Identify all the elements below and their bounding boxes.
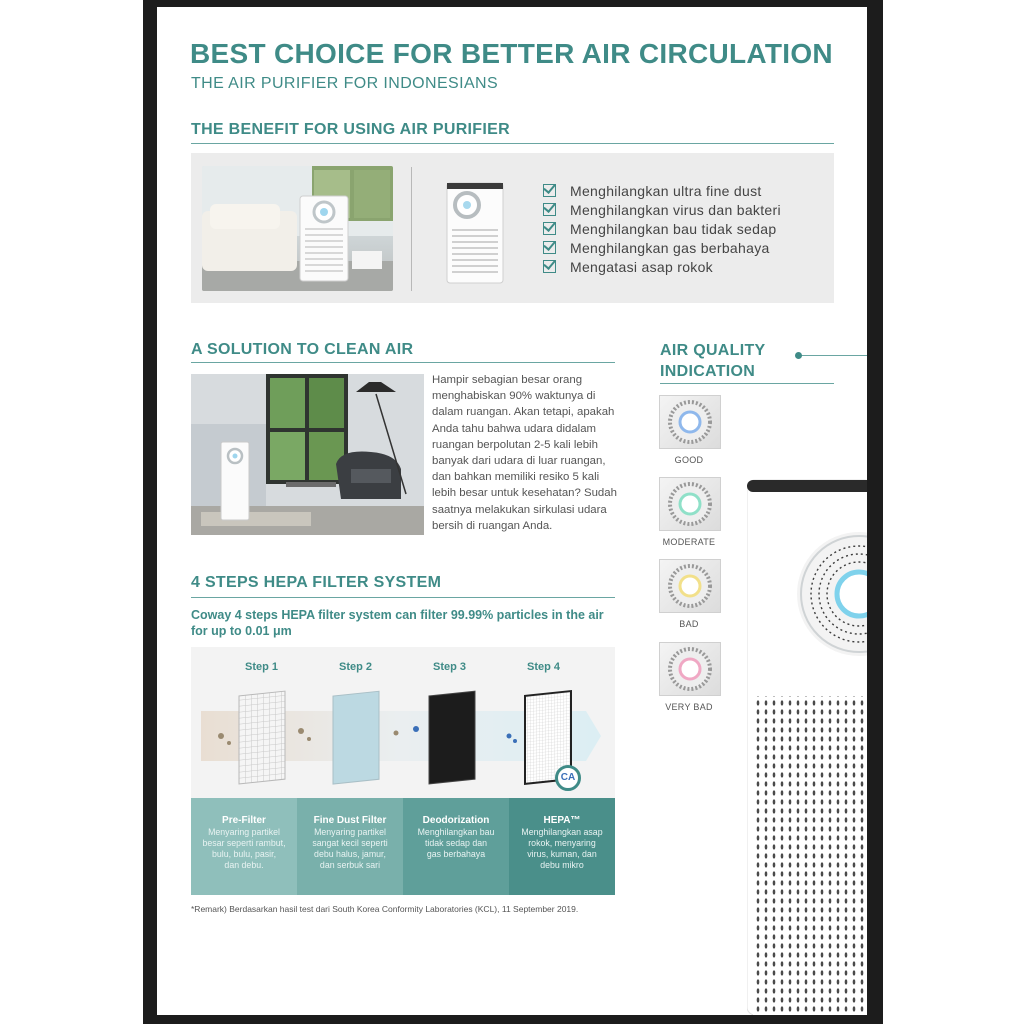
checkbox-icon [543,241,556,254]
hepa-divider [191,597,615,598]
filter-desc [509,827,615,871]
filter-column [403,798,509,895]
benefit-panel [191,153,834,303]
aq-level-label: GOOD [674,455,704,465]
solution-divider [191,362,615,363]
benefit-item [543,181,781,200]
benefit-item [543,257,781,276]
hepa-subtitle [191,607,604,639]
filter-desc-line: rokok, menyaring [528,838,596,848]
filter-column [509,798,615,895]
air-quality-heading-line: INDICATION [660,363,756,380]
air-quality-heading-line: AIR QUALITY [660,342,766,359]
solution-line: ruangan berpolutan 2-5 kali lebih [432,438,598,451]
benefit-item [543,219,781,238]
aq-indicator-image [659,642,721,696]
room-photo [191,374,424,535]
checkbox-icon [543,184,556,197]
living-room-photo [202,166,393,291]
filter-desc-line: besar seperti rambut, [202,838,286,848]
aq-level-label: BAD [679,619,699,629]
page-subtitle: THE AIR PURIFIER FOR INDONESIANS [191,75,499,92]
ca-badge: CA [555,765,581,791]
filter-band [191,798,615,895]
benefit-item-label: Mengatasi asap rokok [570,258,713,275]
hepa-subtitle-line: for up to 0.01 μm [191,624,292,638]
solution-heading: A SOLUTION TO CLEAN AIR [191,341,414,358]
benefit-item [543,238,781,257]
air-quality-pointer-line [797,355,867,356]
checkbox-icon [543,260,556,273]
solution-line: menghabiskan 90% waktunya di [432,390,596,403]
step-label: Step 1 [245,661,279,673]
hepa-subtitle-line: Coway 4 steps HEPA filter system can filter 99.99% particles in the air [191,608,604,622]
benefit-heading: THE BENEFIT FOR USING AIR PURIFIER [191,121,510,138]
checkbox-icon [543,203,556,216]
step-label: Step 2 [339,661,373,673]
filter-desc-line: Menyaring partikel [208,827,280,837]
benefit-item-label: Menghilangkan virus dan bakteri [570,201,781,218]
filter-desc-line: debu halus, jamur, [314,849,386,859]
solution-line: dalam ruangan. Akan tetapi, apakah [432,406,615,419]
filter-desc-line: Menyaring partikel [314,827,386,837]
hepa-diagram [191,647,615,895]
filter-name: HEPA™ [543,815,581,826]
step-label: Step 3 [433,661,467,673]
benefit-item [543,200,781,219]
benefit-item-label: Menghilangkan gas berbahaya [570,239,770,256]
aq-level [659,642,724,712]
filter-name: Fine Dust Filter [313,815,387,826]
remark-footnote: *Remark) Berdasarkan hasil test dari South Korea Conformity Laboratories (KCL), 11 September 2019. [191,904,579,914]
air-quality-divider [660,383,834,384]
product-photo [445,181,505,285]
benefit-item-label: Menghilangkan ultra fine dust [570,182,762,199]
aq-level-label: MODERATE [662,537,716,547]
checkbox-icon [543,222,556,235]
benefit-divider [191,143,834,144]
aq-level [659,477,724,547]
aq-indicator-image [659,477,721,531]
filter-desc [403,827,509,860]
filter-desc-line: tidak sedap dan [424,838,488,848]
filter-desc-line: dan serbuk sari [319,860,381,870]
benefit-vertical-divider [411,167,412,291]
filter-desc [191,827,297,871]
solution-line: dan bahkan memiliki resiko 5 kali [432,471,600,484]
solution-line: Anda tahu bahwa udara didalam [432,422,597,435]
filter-column [191,798,297,895]
aq-level [659,559,724,629]
filter-desc-line: virus, kuman, dan [527,849,597,859]
benefit-list [543,181,781,276]
filter-name: Pre-Filter [222,815,266,826]
brochure-page [157,7,867,1015]
air-quality-heading [660,340,766,382]
step-label: Step 4 [527,661,561,673]
filter-desc-line: Menghilangkan bau [417,827,495,837]
filter-desc-line: dan debu. [224,860,264,870]
filter-desc-line: gas berbahaya [426,849,486,859]
hepa-heading: 4 STEPS HEPA FILTER SYSTEM [191,574,442,591]
benefit-item-label: Menghilangkan bau tidak sedap [570,220,777,237]
aq-indicator-image [659,559,721,613]
aq-indicator-image [659,395,721,449]
filter-desc-line: bulu, bulu, pasir, [211,849,277,859]
solution-paragraph [432,372,632,534]
aq-level [659,395,724,465]
filter-desc-line: Menghilangkan asap [521,827,603,837]
solution-line: Hampir sebagian besar orang [432,374,583,386]
filter-column [297,798,403,895]
filter-desc [297,827,403,871]
air-purifier-image [747,474,867,1015]
pointer-dot-icon [795,352,802,359]
solution-line: lebih besar untuk kesehatan? Sudah [432,487,617,500]
filter-name: Deodorization [422,815,490,826]
filter-desc-line: sangat kecil seperti [312,838,388,848]
filter-desc-line: debu mikro [540,860,584,870]
filter-illustration [191,681,615,797]
solution-line: saatnya melakukan sirkulasi udara [432,503,607,516]
solution-line: banyak dari udara di luar ruangan, [432,455,606,468]
aq-level-label: VERY BAD [665,702,713,712]
page-title: BEST CHOICE FOR BETTER AIR CIRCULATION [190,38,833,69]
solution-line: bersih di ruangan Anda. [432,519,553,532]
